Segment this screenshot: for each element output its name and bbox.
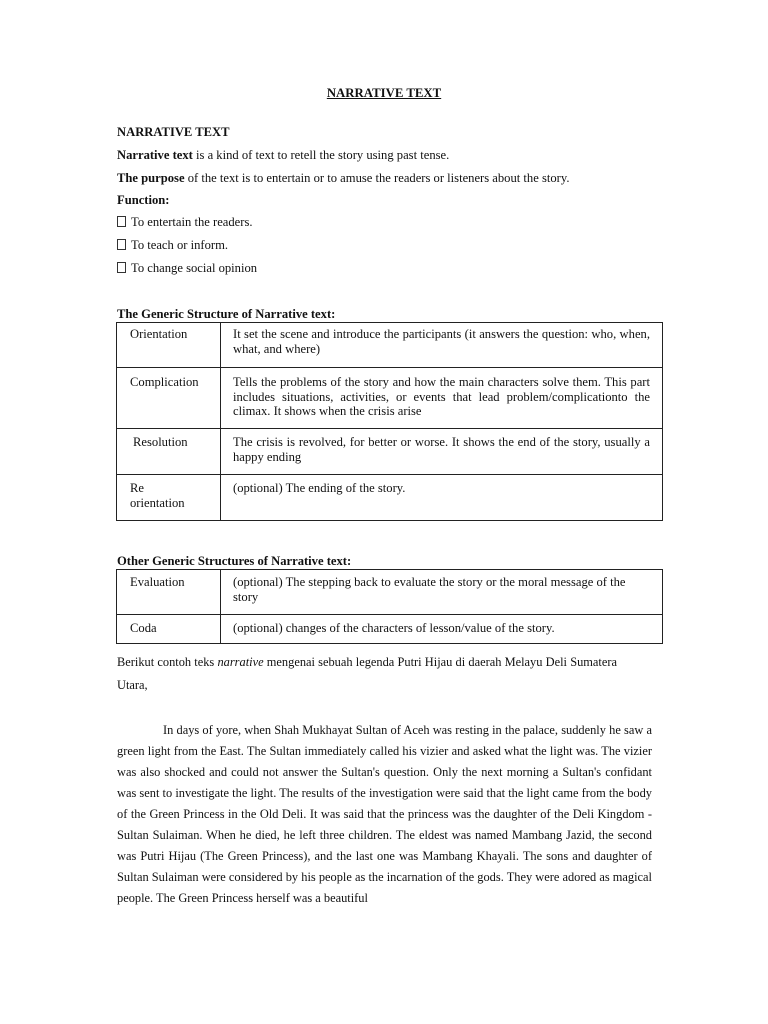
other-structure-table <box>116 569 663 644</box>
function-item <box>117 238 228 253</box>
bullet-box-icon <box>117 216 126 227</box>
function-item <box>117 215 253 230</box>
table-row <box>117 368 663 429</box>
structure-desc: It set the scene and introduce the participants (it answers the question: who, when, what, and where) <box>221 323 663 368</box>
intro-text-italic: narrative <box>217 655 264 669</box>
story-text: In days of yore, when Shah Mukhayat Sultan of Aceh was resting in the palace, suddenly he saw a green light from the East. The Sultan immediately called his vizier and asked what the light was. The vizier was also shocked and could not answer the Sultan's question. Only the next morning a Sultan's confidant was sent to investigate the light. The results of the investigation were said that the light came from the body of the Green Princess in the Old Deli. It was said that the princess was the daughter of the Deli Kingdom - Sultan Sulaiman. When he died, he left three children. The eldest was named Mambang Jazid, the second was Putri Hijau (The Green Princess), and the last one was Mambang Khayali. The sons and daughter of Sultan Sulaiman were considered by his people as the incarnation of the gods. They were adored as magical people. The Green Princess herself was a beautiful <box>117 723 652 905</box>
definition-line <box>117 148 449 163</box>
bullet-box-icon <box>117 239 126 250</box>
structure-name: Complication <box>117 368 221 429</box>
other-structure-heading: Other Generic Structures of Narrative text: <box>117 554 352 568</box>
structure-desc: (optional) The ending of the story. <box>221 475 663 521</box>
function-item-text: To change social opinion <box>131 261 258 275</box>
structure-desc: (optional) changes of the characters of lesson/value of the story. <box>221 615 663 644</box>
structure-name: Orientation <box>117 323 221 368</box>
structure-desc: The crisis is revolved, for better or worse. It shows the end of the story, usually a happy ending <box>221 429 663 475</box>
table-row <box>117 570 663 615</box>
bullet-box-icon <box>117 262 126 273</box>
structure-name: Coda <box>117 615 221 644</box>
table-row <box>117 615 663 644</box>
generic-structure-heading: The Generic Structure of Narrative text: <box>117 307 336 321</box>
table-row <box>117 323 663 368</box>
story-paragraph <box>117 720 652 909</box>
table-row <box>117 475 663 521</box>
structure-name: Re orientation <box>117 475 221 521</box>
purpose-line <box>117 171 569 186</box>
purpose-text: of the text is to entertain or to amuse the readers or listeners about the story. <box>184 171 570 185</box>
definition-term: Narrative text <box>117 148 193 162</box>
intro-text-before: Berikut contoh teks <box>117 655 218 669</box>
structure-name: Evaluation <box>117 570 221 615</box>
document-title: NARRATIVE TEXT <box>326 86 442 100</box>
definition-text: is a kind of text to retell the story using past tense. <box>192 148 450 162</box>
structure-desc: (optional) The stepping back to evaluate the story or the moral message of the story <box>221 570 663 615</box>
section-heading: NARRATIVE TEXT <box>117 125 230 139</box>
purpose-term: The purpose <box>117 171 185 185</box>
generic-structure-table <box>116 322 663 521</box>
intro-paragraph <box>117 651 617 697</box>
structure-name: Resolution <box>117 429 221 475</box>
function-label: Function: <box>117 193 170 207</box>
structure-desc: Tells the problems of the story and how the main characters solve them. This part includes situations, activities, or events that lead problem/complicationto the climax. It shows when the crisis arise <box>221 368 663 429</box>
table-row <box>117 429 663 475</box>
function-item-text: To teach or inform. <box>131 238 229 252</box>
function-item-text: To entertain the readers. <box>131 215 253 229</box>
function-item <box>117 261 257 276</box>
intro-text-after: mengenai sebuah legenda Putri Hijau di daerah Melayu Deli Sumatera Utara, <box>117 655 617 692</box>
